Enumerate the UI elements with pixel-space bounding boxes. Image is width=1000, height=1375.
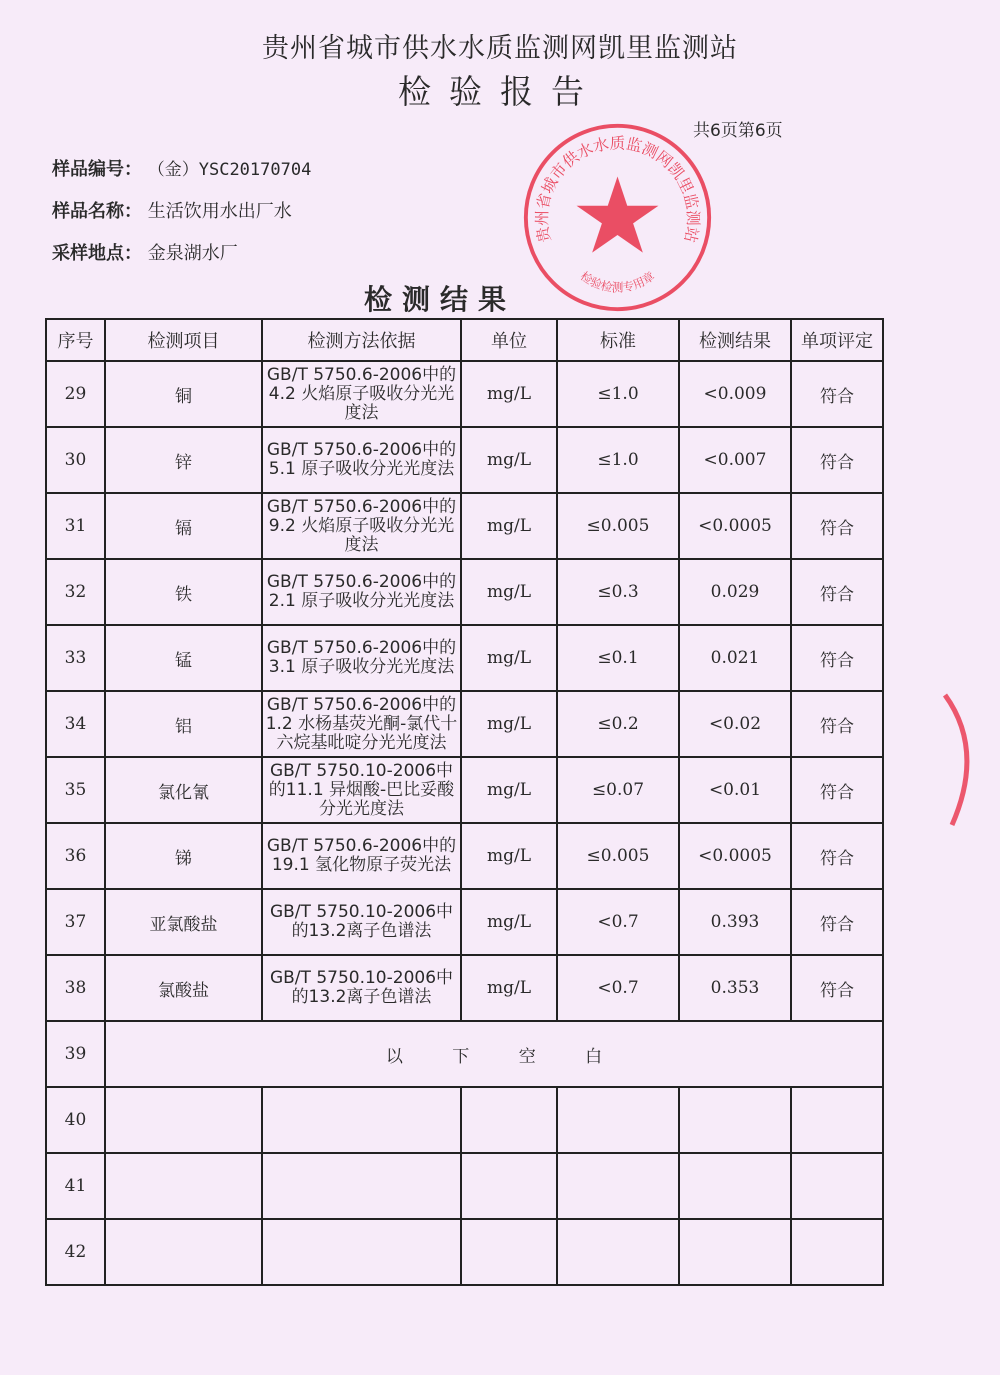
row-no: 31	[46, 493, 105, 559]
row-judgement: 符合	[791, 955, 883, 1021]
row-method: GB/T 5750.6-2006中的1.2 水杨基荧光酮-氯代十六烷基吡啶分光光度法	[262, 691, 461, 757]
row-unit: mg/L	[461, 823, 557, 889]
row-judgement: 符合	[791, 757, 883, 823]
row-method: GB/T 5750.10-2006中的11.1 异烟酸-巴比妥酸分光光度法	[262, 757, 461, 823]
row-item: 铁	[105, 559, 262, 625]
row-result: <0.007	[679, 427, 791, 493]
col-header-item: 检测项目	[105, 319, 262, 361]
row-no: 29	[46, 361, 105, 427]
row-standard: ≤0.3	[557, 559, 679, 625]
table-row	[46, 757, 883, 823]
row-standard: ≤1.0	[557, 427, 679, 493]
sample-site-row	[52, 239, 238, 265]
sample-id-label: 样品编号：	[52, 159, 142, 180]
row-standard: ≤0.07	[557, 757, 679, 823]
row-item: 铜	[105, 361, 262, 427]
row-standard: ≤0.2	[557, 691, 679, 757]
col-header-method: 检测方法依据	[262, 319, 461, 361]
row-result: 0.393	[679, 889, 791, 955]
row-judgement: 符合	[791, 889, 883, 955]
page-info: 共6页第6页	[693, 121, 783, 141]
row-method: GB/T 5750.10-2006中的13.2离子色谱法	[262, 955, 461, 1021]
row-standard: ≤0.005	[557, 823, 679, 889]
row-method: GB/T 5750.10-2006中的13.2离子色谱法	[262, 889, 461, 955]
row-standard: <0.7	[557, 955, 679, 1021]
col-header-judgement: 单项评定	[791, 319, 883, 361]
row-result: <0.02	[679, 691, 791, 757]
seal-bottom-text: 检验检测专用章	[577, 268, 658, 295]
empty-row	[46, 1153, 883, 1219]
row-no: 40	[46, 1087, 105, 1153]
row-judgement: 符合	[791, 493, 883, 559]
row-method: GB/T 5750.6-2006中的2.1 原子吸收分光光度法	[262, 559, 461, 625]
sample-name-label: 样品名称：	[52, 201, 142, 222]
row-judgement: 符合	[791, 625, 883, 691]
row-judgement: 符合	[791, 427, 883, 493]
row-item: 亚氯酸盐	[105, 889, 262, 955]
seal-star-icon	[577, 177, 659, 253]
row-judgement: 符合	[791, 559, 883, 625]
table-row	[46, 493, 883, 559]
row-result: 0.021	[679, 625, 791, 691]
sample-name-value: 生活饮用水出厂水	[147, 201, 292, 222]
col-header-no: 序号	[46, 319, 105, 361]
row-item: 氯酸盐	[105, 955, 262, 1021]
table-row	[46, 889, 883, 955]
row-no: 39	[46, 1021, 105, 1087]
blank-below-note	[105, 1021, 883, 1087]
row-method: GB/T 5750.6-2006中的5.1 原子吸收分光光度法	[262, 427, 461, 493]
table-row	[46, 427, 883, 493]
row-no: 35	[46, 757, 105, 823]
row-judgement: 符合	[791, 361, 883, 427]
sample-id-value: （金）YSC20170704	[147, 160, 312, 180]
row-unit: mg/L	[461, 625, 557, 691]
row-result: <0.0005	[679, 493, 791, 559]
table-row	[46, 625, 883, 691]
sample-id-row	[52, 155, 311, 181]
row-standard: <0.7	[557, 889, 679, 955]
table-header-row	[46, 319, 883, 361]
col-header-unit: 单位	[461, 319, 557, 361]
row-unit: mg/L	[461, 955, 557, 1021]
seal-text-arc: 贵州省城市供水水质监测网凯里监测站	[533, 134, 702, 245]
blank-marker-row	[46, 1021, 883, 1087]
row-result: <0.01	[679, 757, 791, 823]
row-unit: mg/L	[461, 427, 557, 493]
row-result: <0.0005	[679, 823, 791, 889]
row-unit: mg/L	[461, 889, 557, 955]
report-title: 检验报告	[398, 72, 602, 111]
empty-row	[46, 1219, 883, 1285]
sample-name-row	[52, 197, 292, 223]
row-standard: ≤0.1	[557, 625, 679, 691]
row-judgement: 符合	[791, 823, 883, 889]
results-title: 检测结果	[363, 283, 516, 316]
row-no: 36	[46, 823, 105, 889]
row-unit: mg/L	[461, 361, 557, 427]
row-no: 37	[46, 889, 105, 955]
table-row	[46, 559, 883, 625]
row-method: GB/T 5750.6-2006中的4.2 火焰原子吸收分光光度法	[262, 361, 461, 427]
table-row	[46, 955, 883, 1021]
row-item: 锰	[105, 625, 262, 691]
col-header-result: 检测结果	[679, 319, 791, 361]
seal-edge-mark	[940, 690, 980, 830]
row-item: 氯化氰	[105, 757, 262, 823]
row-unit: mg/L	[461, 493, 557, 559]
row-method: GB/T 5750.6-2006中的3.1 原子吸收分光光度法	[262, 625, 461, 691]
empty-row	[46, 1087, 883, 1153]
blank-note-char: 以	[385, 1046, 403, 1067]
row-method: GB/T 5750.6-2006中的9.2 火焰原子吸收分光光度法	[262, 493, 461, 559]
row-judgement: 符合	[791, 691, 883, 757]
row-no: 30	[46, 427, 105, 493]
row-no: 34	[46, 691, 105, 757]
row-item: 铝	[105, 691, 262, 757]
blank-note-char: 空	[518, 1046, 536, 1067]
col-header-standard: 标准	[557, 319, 679, 361]
row-no: 41	[46, 1153, 105, 1219]
row-method: GB/T 5750.6-2006中的19.1 氢化物原子荧光法	[262, 823, 461, 889]
row-unit: mg/L	[461, 691, 557, 757]
row-item: 锌	[105, 427, 262, 493]
sample-site-label: 采样地点：	[52, 243, 142, 264]
row-no: 32	[46, 559, 105, 625]
row-no: 42	[46, 1219, 105, 1285]
sample-site-value: 金泉湖水厂	[147, 243, 238, 264]
table-row	[46, 691, 883, 757]
row-unit: mg/L	[461, 757, 557, 823]
row-item: 镉	[105, 493, 262, 559]
table-row	[46, 823, 883, 889]
row-standard: ≤1.0	[557, 361, 679, 427]
row-result: 0.029	[679, 559, 791, 625]
blank-note-char: 下	[452, 1046, 470, 1067]
row-result: <0.009	[679, 361, 791, 427]
row-unit: mg/L	[461, 559, 557, 625]
row-item: 锑	[105, 823, 262, 889]
blank-note-char: 白	[585, 1046, 603, 1067]
organization-title: 贵州省城市供水水质监测网凯里监测站	[262, 33, 738, 64]
row-standard: ≤0.005	[557, 493, 679, 559]
row-result: 0.353	[679, 955, 791, 1021]
row-no: 38	[46, 955, 105, 1021]
row-no: 33	[46, 625, 105, 691]
results-table	[45, 318, 884, 1286]
table-row	[46, 361, 883, 427]
